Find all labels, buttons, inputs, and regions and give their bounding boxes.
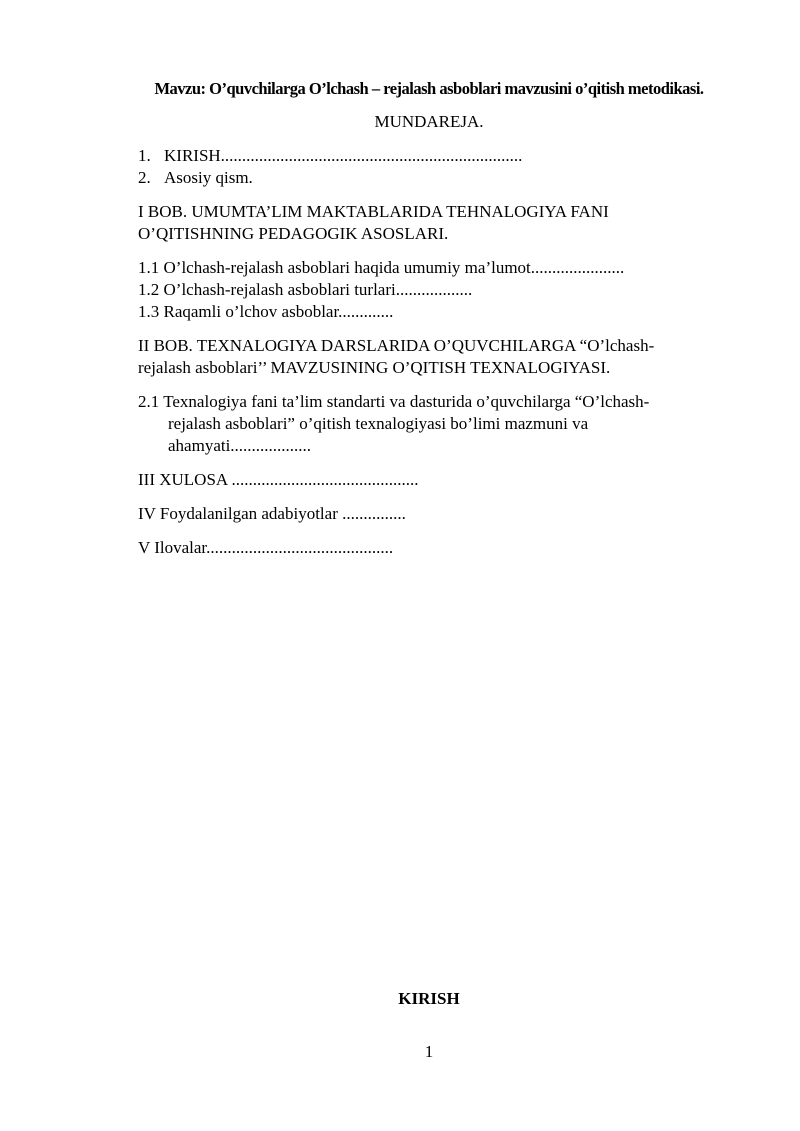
section-heading-introduction: KIRISH xyxy=(398,989,460,1008)
toc-section-2-1-line-1: 2.1 Texnalogiya fani ta’lim standarti va dasturida o’quvchilarga “O’lchash- xyxy=(138,392,650,411)
toc-chapter-2-line-2: rejalash asboblari’’ MAVZUSINING O’QITISH TEXNALOGIYASI. xyxy=(138,358,611,377)
toc-item-main-part xyxy=(138,167,738,189)
toc-section-1-1: 1.1 O’lchash-rejalash asboblari haqida umumiy ma’lumot...................... xyxy=(138,258,625,277)
document-title: Mavzu: O’quvchilarga O’lchash – rejalash asboblari mavzusini o’qitish metodikasi. xyxy=(154,79,704,98)
toc-conclusion: III XULOSA ............................................ xyxy=(138,470,419,489)
table-of-contents xyxy=(138,145,738,559)
toc-item-text: Asosiy qism. xyxy=(164,168,253,187)
toc-item-number: 2. xyxy=(138,168,151,187)
page-number: 1 xyxy=(424,1042,434,1061)
toc-section-1-2: 1.2 O’lchash-rejalash asboblari turlari.................. xyxy=(138,280,473,299)
contents-heading: MUNDAREJA. xyxy=(374,112,484,131)
toc-chapter-2-line-1: II BOB. TEXNALOGIYA DARSLARIDA O’QUVCHILARGA “O’lchash- xyxy=(138,336,655,355)
toc-item-introduction xyxy=(138,145,738,167)
toc-item-number: 1. xyxy=(138,146,151,165)
toc-section-2-1-line-2: rejalash asboblari” o’qitish texnalogiyasi bo’limi mazmuni va xyxy=(168,414,589,433)
toc-section-2-1-line-3: ahamyati................... xyxy=(168,436,312,455)
toc-appendices: V Ilovalar............................................ xyxy=(138,538,394,557)
toc-references: IV Foydalanilgan adabiyotlar ............... xyxy=(138,504,406,523)
toc-section-1-3: 1.3 Raqamli o’lchov asboblar............. xyxy=(138,302,394,321)
toc-chapter-1-line-2: O’QITISHNING PEDAGOGIK ASOSLARI. xyxy=(138,224,449,243)
toc-chapter-1-line-1: I BOB. UMUMTA’LIM MAKTABLARIDA TEHNALOGIYA FANI xyxy=(138,202,609,221)
toc-item-text: KIRISH....................................................................... xyxy=(164,146,523,165)
